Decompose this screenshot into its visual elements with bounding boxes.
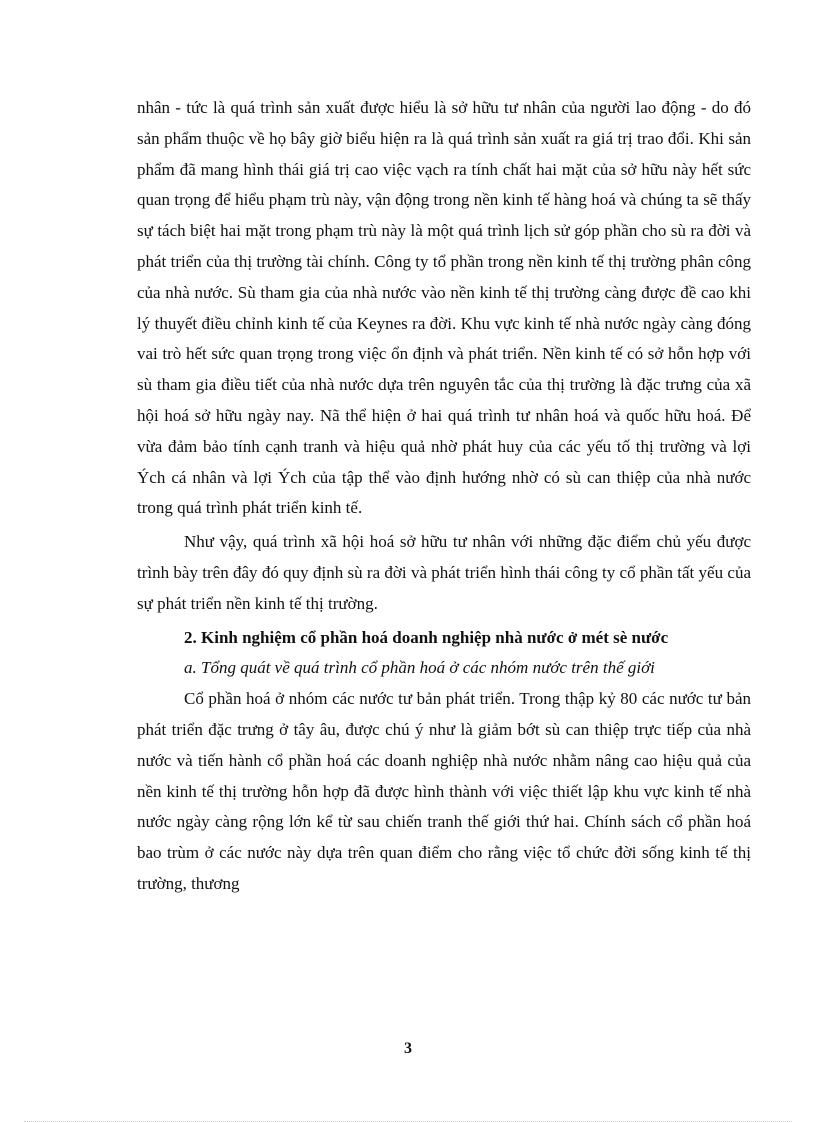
page-number: 3 <box>404 1040 412 1057</box>
paragraph-summary: Như vậy, quá trình xã hội hoá sở hữu tư nhân với những đặc điểm chủ yếu được trình bày trên đây đó quy định sù ra đời và phát triển hình thái công ty cổ phần tất yếu của sự phát triển nền kinh tế thị trường. <box>137 532 751 613</box>
paragraph-developed-countries: Cổ phần hoá ở nhóm các nước tư bản phát triển. Trong thập kỷ 80 các nước tư bản phát triển đặc trưng ở tây âu, được chú ý như là giảm bớt sù can thiệp trực tiếp của nhà nước và tiến hành cổ phần hoá các doanh nghiệp nhà nước nhằm nâng cao hiệu quả của nền kinh tế thị trường hỗn hợp đã được hình thành với việc thiết lập khu vực kinh tế nhà nước ngày càng rộng lớn kể từ sau chiến tranh thế giới thứ hai. Chính sách cổ phần hoá bao trùm ở các nước này dựa trên quan điểm cho rằng việc tổ chức đời sống kinh tế thị trường, thương <box>137 689 751 893</box>
body-text <box>137 93 751 900</box>
subsection-heading: a. Tổng quát về quá trình cổ phần hoá ở các nhóm nước trên thế giới <box>184 658 655 678</box>
section-heading: 2. Kinh nghiệm cổ phần hoá doanh nghiệp nhà nước ở mét sè nước <box>184 627 669 647</box>
page-bottom-divider <box>24 1121 792 1122</box>
paragraph-continued: nhân - tức là quá trình sản xuất được hiểu là sở hữu tư nhân của người lao động - do đó sản phẩm thuộc về họ bây giờ biểu hiện ra là quá trình sản xuất ra giá trị trao đổi. Khi sản phẩm đã mang hình thái giá trị cao việc vạch ra tính chất hai mặt của sở hữu này hết sức quan trọng để hiểu phạm trù này, vận động trong nền kinh tế hàng hoá và chúng ta sẽ thấy sự tách biệt hai mặt trong phạm trù này là một quá trình lịch sử góp phần cho sù ra đời và phát triển của thị trường tài chính. Công ty tổ phần trong nền kinh tế thị trường phân công của nhà nước. Sù tham gia của nhà nước vào nền kinh tế thị trường càng được đề cao khi lý thuyết điều chỉnh kinh tế của Keynes ra đời. Khu vực kinh tế nhà nước ngày càng đóng vai trò hết sức quan trọng trong việc ổn định và phát triển. Nền kinh tế có sở hỗn hợp với sù tham gia điều tiết của nhà nước dựa trên nguyên tắc của thị trường là đặc trưng của xã hội hoá sở hữu ngày nay. Nã thể hiện ở hai quá trình tư nhân hoá và quốc hữu hoá. Để vừa đảm bảo tính cạnh tranh và hiệu quả nhờ phát huy của các yếu tố thị trường và lợi Ých cá nhân và lợi Ých của tập thể vào định hướng nhờ có sù can thiệp của nhà nước trong quá trình phát triển kinh tế. <box>137 98 751 518</box>
